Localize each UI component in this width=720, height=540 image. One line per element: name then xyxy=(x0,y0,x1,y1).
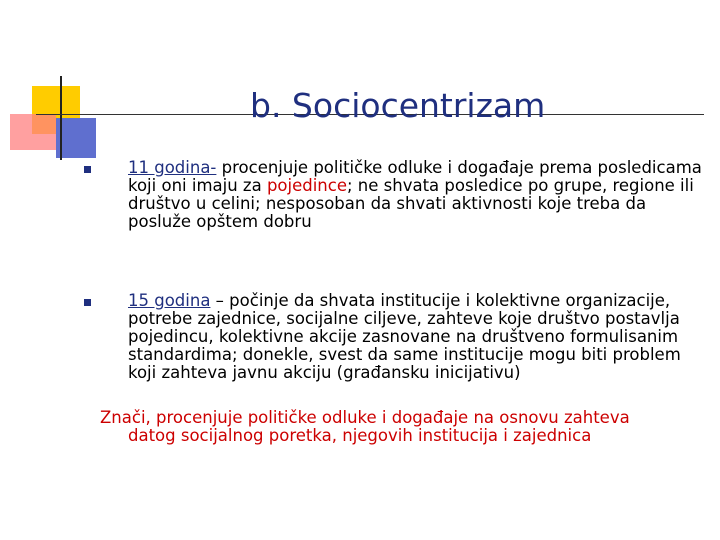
link-11-godina[interactable]: 11 godina- xyxy=(128,158,217,177)
slide-title: b. Sociocentrizam xyxy=(250,86,546,125)
link-15-godina[interactable]: 15 godina xyxy=(128,291,211,310)
bullet-item-11-godina xyxy=(128,159,708,231)
bullet-icon xyxy=(84,166,91,173)
decor-blue-square xyxy=(56,118,96,158)
conclusion-line-2: datog socijalnog poretka, njegovih institucija i zajednica xyxy=(128,426,592,445)
bullet-item-15-godina xyxy=(128,292,708,382)
bullet-text: procenjuje političke odluke i događaje prema posledicama koji oni imaju za xyxy=(128,158,702,195)
bullet-text: ; ne shvata posledice po grupe, regione ili društvo u celini; nesposoban da shvati aktivnosti koje treba da posluže opštem dobru xyxy=(128,176,694,231)
conclusion-line-1: Znači, procenjuje političke odluke i događaje na osnovu zahteva xyxy=(100,408,630,427)
bullet-icon xyxy=(84,299,91,306)
decor-pink-square xyxy=(10,114,56,150)
decor-vertical-line xyxy=(60,76,62,160)
bullet-text: – počinje da shvata institucije i kolektivne organizacije, potrebe zajednice, socijalne ciljeve, zahteve koje društvo postavlja pojedincu, kolektivne akcije zasnovane na društveno formulisanim standardima; donekle, svest da same institucije mogu biti problem koji zahteva javnu akciju (građansku inicijativu) xyxy=(128,291,681,382)
conclusion-text xyxy=(100,409,710,445)
emphasis-pojedince: pojedince xyxy=(266,176,347,195)
